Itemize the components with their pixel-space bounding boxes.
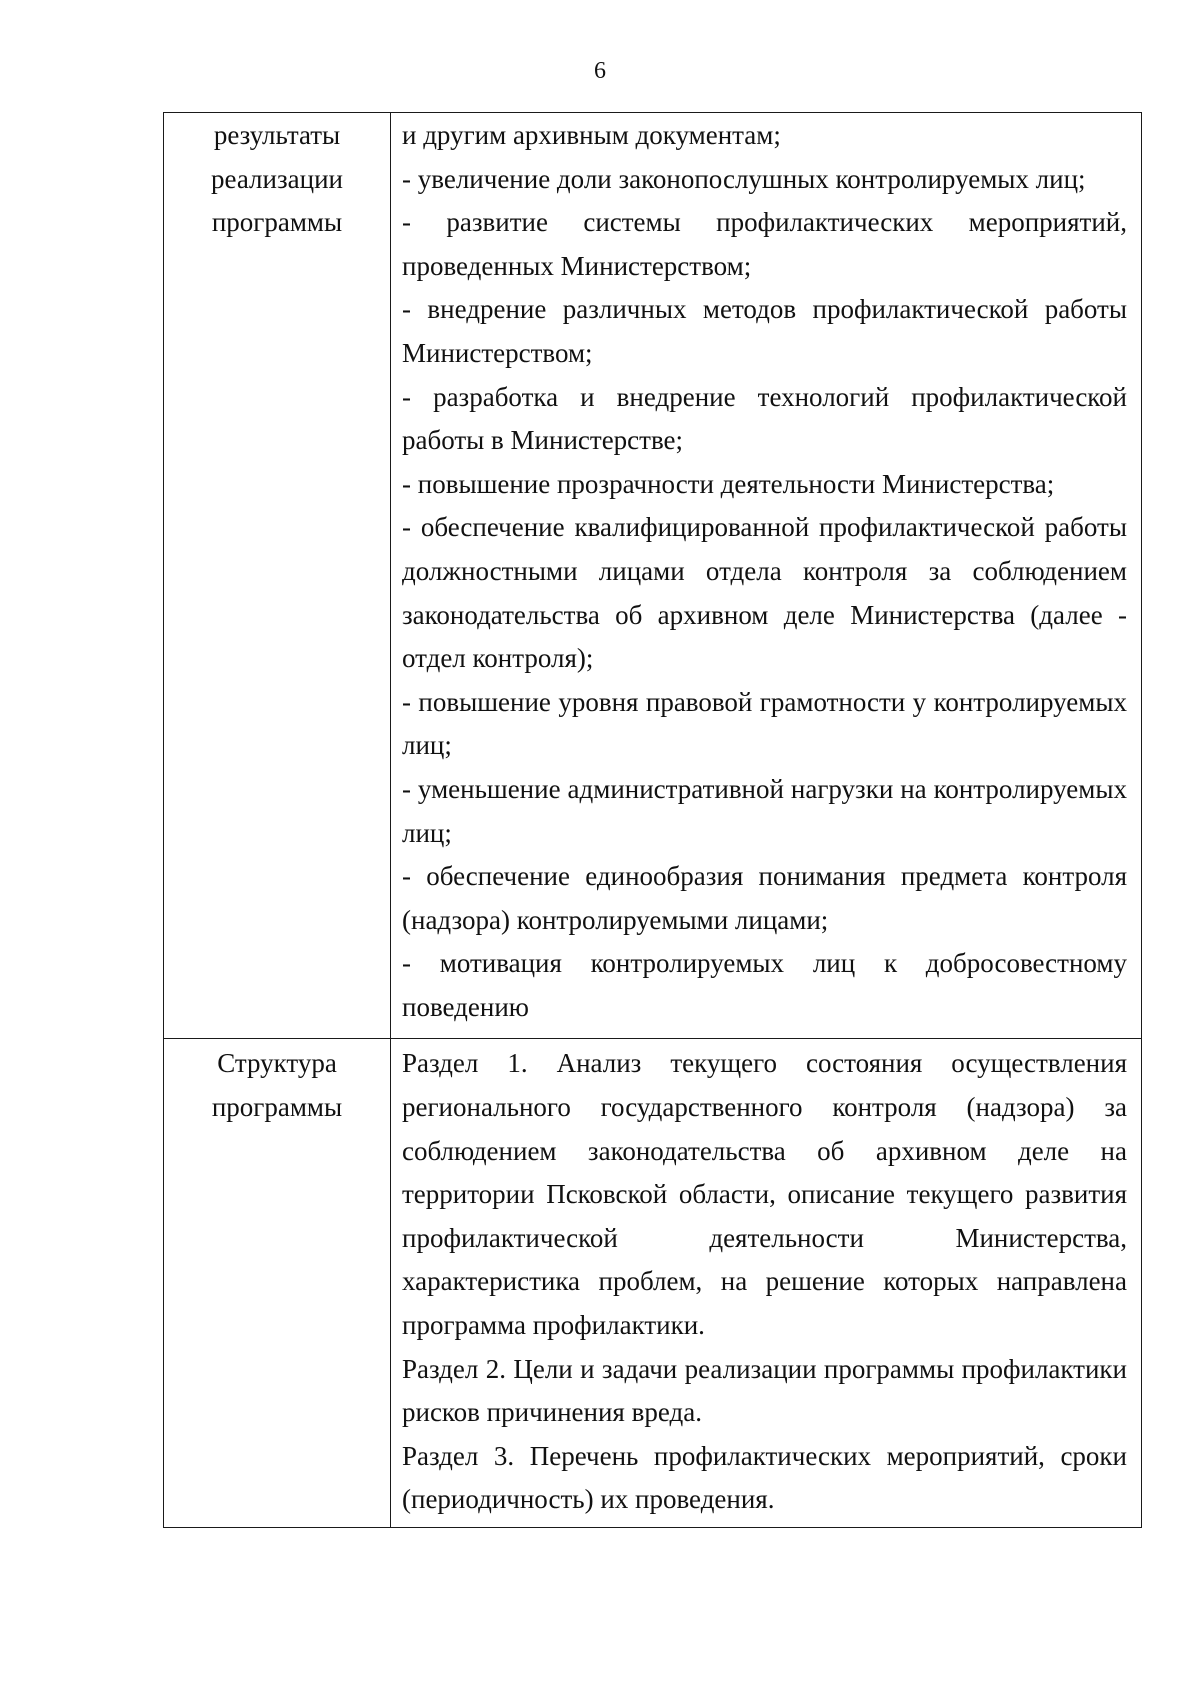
table-row-structure [164, 1039, 1142, 1528]
list-item: - мотивация контролируемых лиц к добросовестному поведению [402, 948, 1127, 1022]
list-item: - развитие системы профилактических мероприятий, проведенных Министерством; [402, 207, 1127, 281]
list-item: - разработка и внедрение технологий профилактической работы в Министерстве; [402, 381, 1127, 456]
row-content-results [391, 113, 1142, 1039]
list-item: - повышение уровня правовой грамотности у контролируемых лиц; [402, 686, 1127, 761]
list-item: - повышение прозрачности деятельности Министерства; [402, 468, 1055, 499]
section-item: Раздел 2. Цели и задачи реализации программы профилактики рисков причинения вреда. [402, 1353, 1127, 1428]
program-passport-table [163, 112, 1142, 1528]
page-number: 6 [594, 58, 606, 84]
row-content-structure [391, 1039, 1142, 1528]
list-item: и другим архивным документам; [402, 120, 781, 150]
section-item: Раздел 1. Анализ текущего состояния осуществления регионального государственного контроля (надзора) за соблюдением законодательства об архивном деле на территории Псковской области, описание текущего развития профилактической деятельности Министерства, характеристика проблем, на решение которых направлена программа профилактики. [402, 1048, 1127, 1341]
list-item: - уменьшение административной нагрузки на контролируемых лиц; [402, 773, 1127, 848]
table-row-results [164, 113, 1142, 1039]
list-item: - обеспечение квалифицированной профилактической работы должностными лицами отдела контроля за соблюдением законодательства об архивном деле Министерства (далее - отдел контроля); [402, 512, 1127, 674]
list-item: - внедрение различных методов профилактической работы Министерством; [402, 294, 1127, 368]
list-item: - увеличение доли законопослушных контролируемых лиц; [402, 163, 1086, 194]
section-item: Раздел 3. Перечень профилактических мероприятий, сроки (периодичность) их проведения. [402, 1440, 1127, 1515]
row-label-results: результаты реализации программы [164, 113, 391, 1039]
row-label-structure: Структура программы [164, 1039, 391, 1528]
list-item: - обеспечение единообразия понимания предмета контроля (надзора) контролируемыми лицами; [402, 861, 1127, 935]
